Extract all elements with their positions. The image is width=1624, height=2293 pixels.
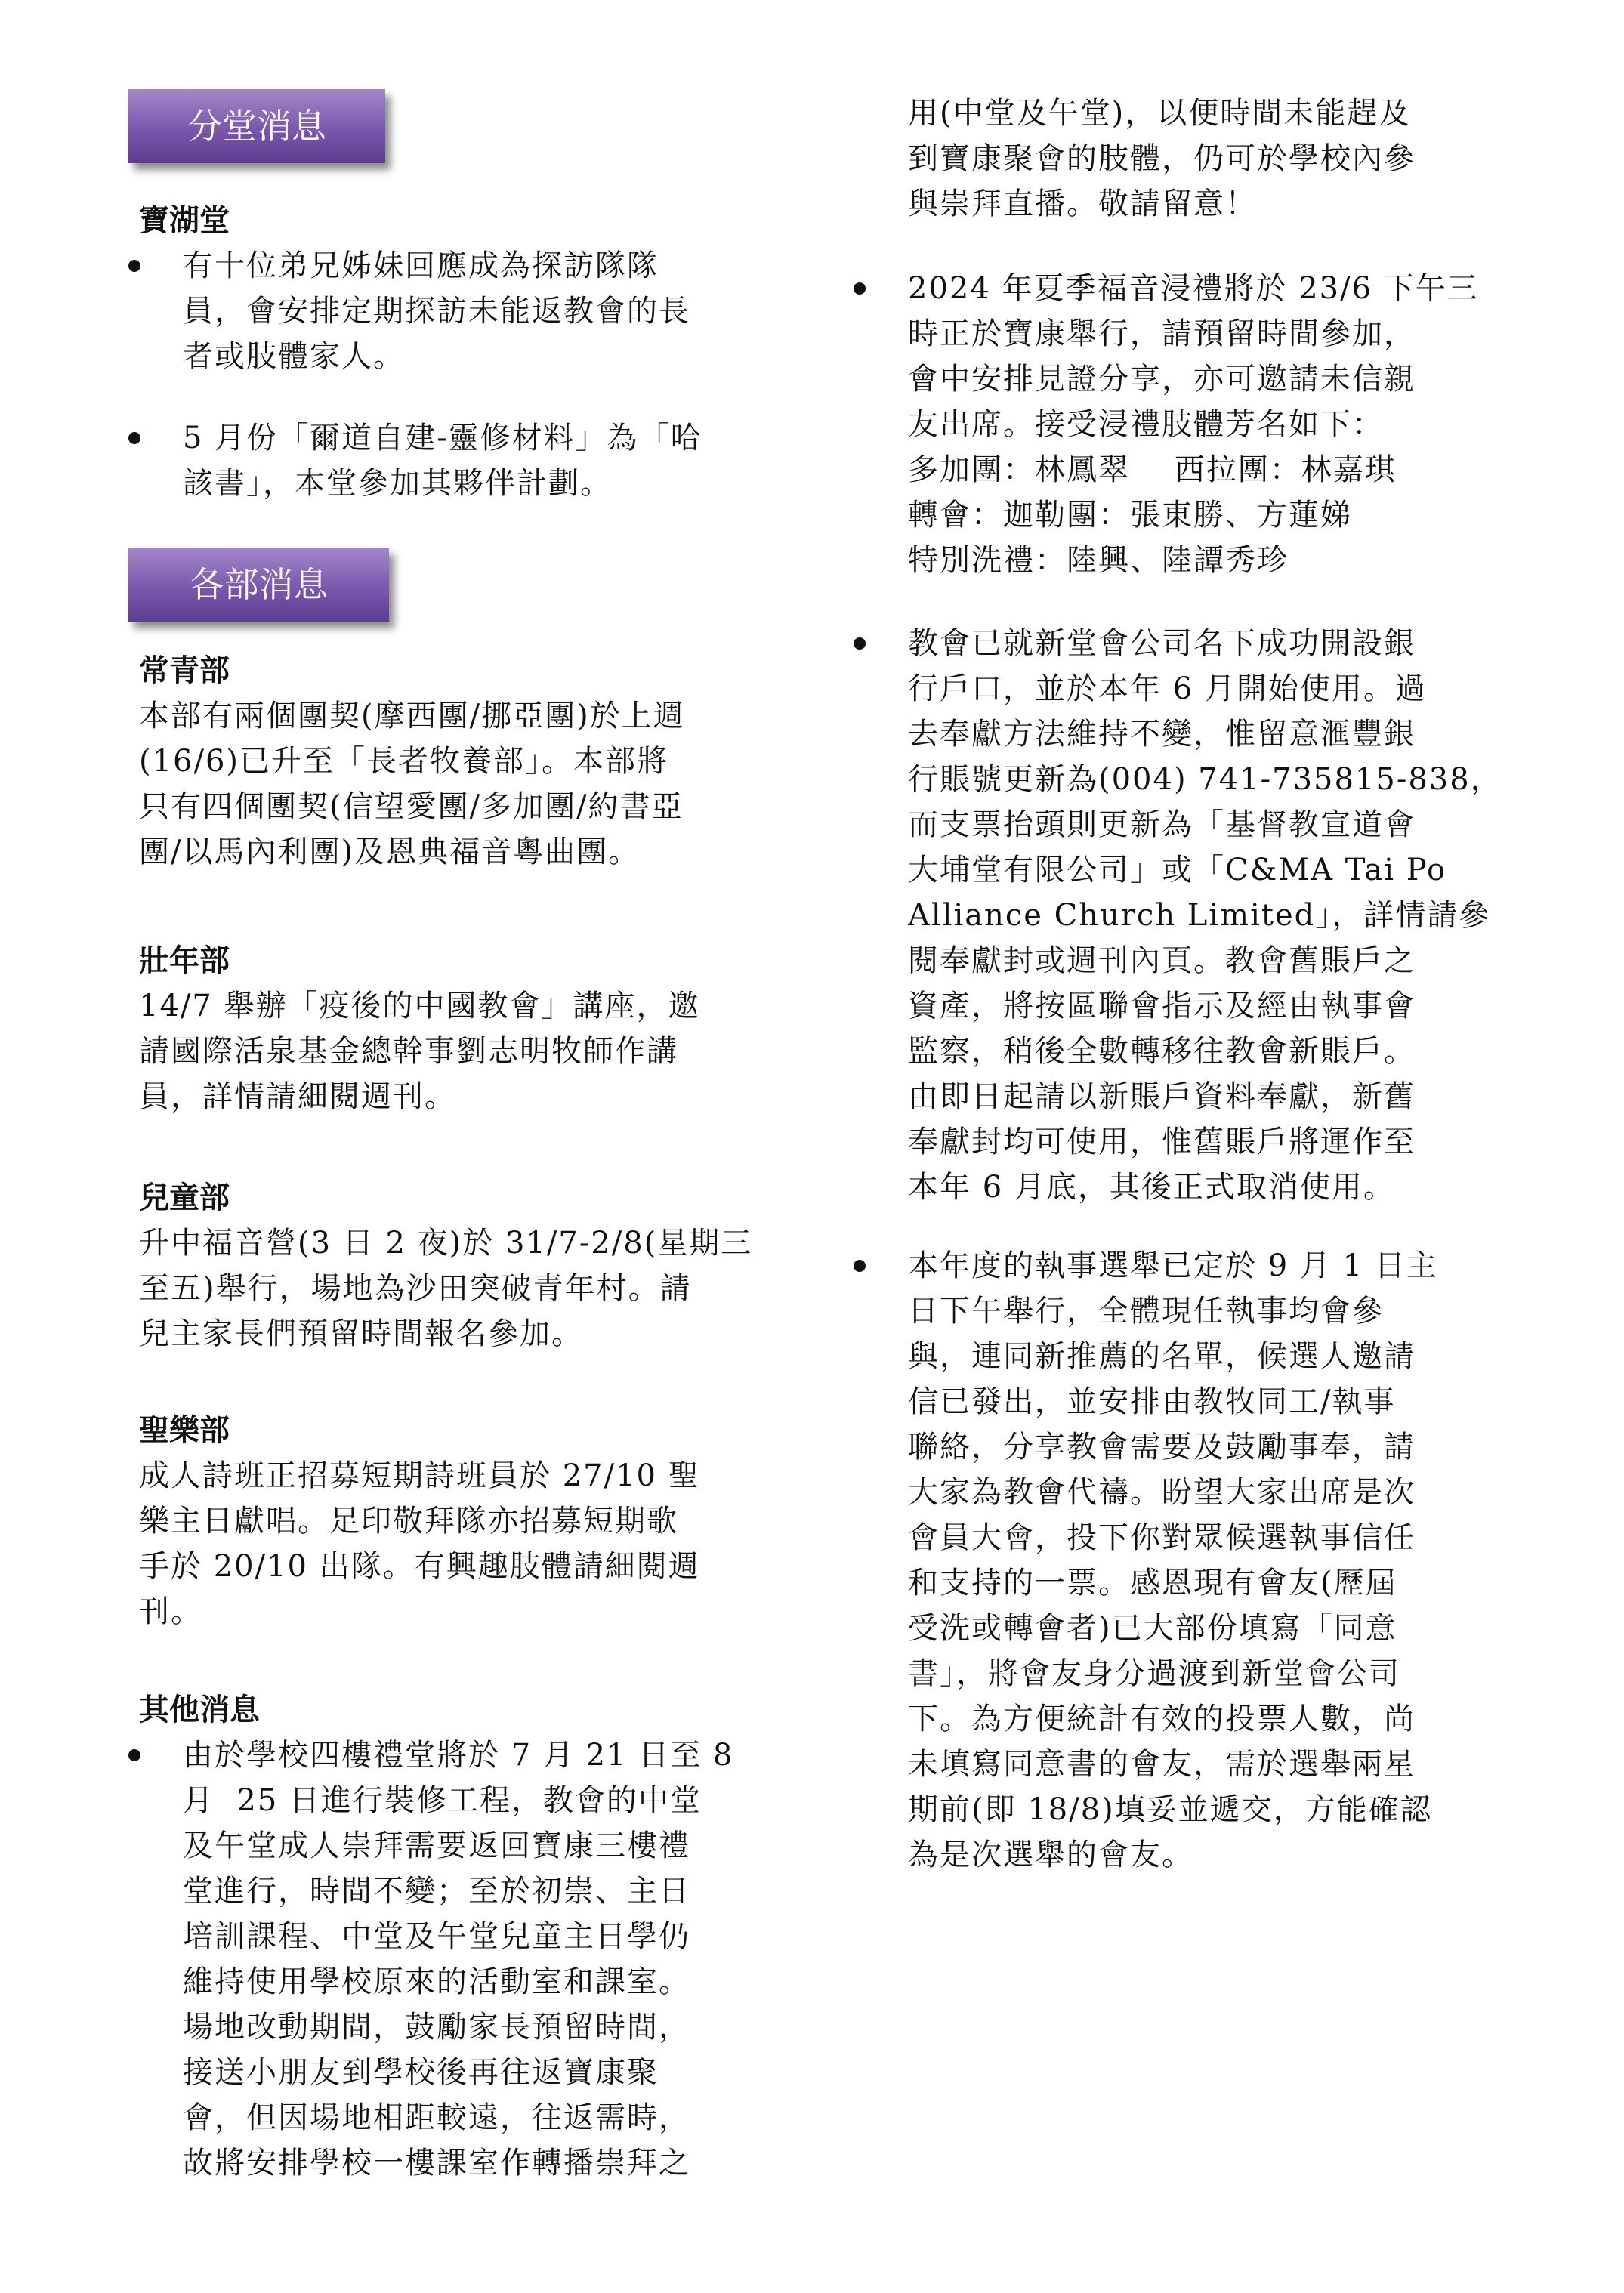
line: 14/7 舉辦「疫後的中國教會」講座，邀: [139, 989, 700, 1023]
line: 去奉獻方法維持不變，惟留意滙豐銀: [908, 717, 1416, 751]
line: Alliance Church Limited」，詳情請參: [908, 898, 1491, 933]
continued-text: [908, 91, 1533, 227]
other-news-heading: 其他消息: [139, 1692, 260, 1727]
bullet-dot: [854, 637, 866, 650]
bullet-text: [908, 1243, 1533, 1878]
line: 下。為方便統計有效的投票人數，尚: [908, 1702, 1416, 1736]
dept-heading-3: 兒童部: [139, 1180, 230, 1215]
bullet-dot: [854, 282, 866, 295]
line: 成人詩班正招募短期詩班員於 27/10 聖: [139, 1458, 700, 1493]
bullet-text: [908, 621, 1533, 1210]
line: 會，但因場地相距較遠，往返需時，: [183, 2100, 690, 2135]
line: 有十位弟兄姊妹回應成為探訪隊隊: [183, 248, 659, 283]
line: 奉獻封均可使用，惟舊賬戶將運作至: [908, 1125, 1416, 1159]
bullet-text: [183, 1733, 807, 2186]
line: 兒主家長們預留時間報名參加。: [139, 1316, 583, 1351]
line: 本部有兩個團契(摩西團/挪亞團)於上週: [139, 699, 685, 733]
line: 大家為教會代禱。盼望大家出席是次: [908, 1475, 1416, 1510]
bullet-text: [183, 243, 807, 379]
dept-news-banner: 各部消息: [128, 548, 389, 622]
branch-news-banner: 分堂消息: [128, 89, 385, 163]
bullet-text: [908, 266, 1533, 583]
branch-heading: 寶湖堂: [139, 202, 230, 238]
line: 本年度的執事選舉已定於 9 月 1 日主: [908, 1248, 1438, 1283]
line: 該書」，本堂參加其夥伴計劃。: [183, 466, 612, 501]
line: (16/6)已升至「長者牧養部」。本部將: [139, 744, 669, 779]
line: 日下午舉行，全體現任執事均會參: [908, 1294, 1384, 1329]
line: 為是次選舉的會友。: [908, 1838, 1193, 1872]
line: 場地改動期間，鼓勵家長預留時間，: [183, 2010, 690, 2045]
line: 升中福音營(3 日 2 夜)於 31/7-2/8(星期三: [139, 1226, 753, 1261]
line: 接送小朋友到學校後再往返寶康聚: [183, 2055, 659, 2090]
line: 期前(即 18/8)填妥並遞交，方能確認: [908, 1792, 1432, 1827]
bullet-dot: [128, 1749, 140, 1761]
line: 請國際活泉基金總幹事劉志明牧師作講: [139, 1034, 678, 1069]
line: 聯絡，分享教會需要及鼓勵事奉，請: [908, 1430, 1416, 1464]
line: 2024 年夏季福音浸禮將於 23/6 下午三: [908, 271, 1479, 306]
line: 時正於寶康舉行，請預留時間參加，: [908, 316, 1416, 351]
dept-heading-2: 壯年部: [139, 943, 230, 978]
line: 資產，將按區聯會指示及經由執事會: [908, 989, 1416, 1023]
line: 員，會安排定期探訪未能返教會的長: [183, 294, 690, 329]
line: 者或肢體家人。: [183, 339, 405, 374]
line: 及午堂成人崇拜需要返回寶康三樓禮: [183, 1829, 690, 1863]
line: 至五)舉行，場地為沙田突破青年村。請: [139, 1271, 692, 1306]
bullet-text: [183, 415, 807, 506]
line: 而支票抬頭則更新為「基督教宣道會: [908, 807, 1416, 842]
line: 未填寫同意書的會友，需於選舉兩星: [908, 1747, 1416, 1782]
line: 維持使用學校原來的活動室和課室。: [183, 1964, 690, 1999]
dept-heading-1: 常青部: [139, 653, 230, 688]
line: 多加團：林鳳翠 西拉團：林嘉琪: [908, 452, 1397, 487]
line: 培訓課程、中堂及午堂兒童主日學仍: [183, 1919, 690, 1954]
line: 特別洗禮：陸興、陸譚秀珍: [908, 543, 1289, 578]
line: 監察，稍後全數轉移往教會新賬戶。: [908, 1034, 1416, 1069]
bullet-dot: [128, 432, 140, 444]
line: 轉會：迦勒團：張東勝、方蓮娣: [908, 498, 1352, 532]
line: 由於學校四樓禮堂將於 7 月 21 日至 8: [183, 1738, 734, 1773]
line: 書」，將會友身分過渡到新堂會公司: [908, 1656, 1400, 1691]
line: 會中安排見證分享，亦可邀請未信親: [908, 362, 1416, 397]
line: 堂進行，時間不變；至於初崇、主日: [183, 1874, 690, 1909]
dept-text-1: [139, 693, 804, 875]
dept-text-4: [139, 1453, 804, 1634]
line: 由即日起請以新賬戶資料奉獻，新舊: [908, 1079, 1416, 1114]
line: 與，連同新推薦的名單，候選人邀請: [908, 1339, 1416, 1374]
line: 刊。: [139, 1594, 202, 1629]
line: 本年 6 月底，其後正式取消使用。: [908, 1170, 1395, 1205]
dept-heading-4: 聖樂部: [139, 1412, 230, 1448]
line: 到寶康聚會的肢體，仍可於學校內參: [908, 141, 1416, 176]
line: 員，詳情請細閱週刊。: [139, 1079, 456, 1114]
line: 行戶口，並於本年 6 月開始使用。過: [908, 671, 1427, 706]
dept-text-3: [139, 1221, 804, 1356]
line: 大埔堂有限公司」或「C&MA Tai Po: [908, 853, 1447, 887]
line: 與崇拜直播。敬請留意！: [908, 187, 1257, 221]
line: 和支持的一票。感恩現有會友(歷屆: [908, 1566, 1397, 1600]
bullet-dot: [854, 1260, 866, 1272]
line: 團/以馬內利團)及恩典福音粵曲團。: [139, 835, 641, 869]
line: 5 月份「爾道自建-靈修材料」為「哈: [183, 421, 702, 455]
line: 樂主日獻唱。足印敬拜隊亦招募短期歌: [139, 1504, 678, 1538]
line: 會員大會，投下你對眾候選執事信任: [908, 1520, 1416, 1555]
line: 月 25 日進行裝修工程，教會的中堂: [183, 1783, 702, 1818]
line: 故將安排學校一樓課室作轉播崇拜之: [183, 2146, 690, 2180]
line: 信已發出，並安排由教牧同工/執事: [908, 1384, 1396, 1419]
line: 教會已就新堂會公司名下成功開設銀: [908, 626, 1416, 661]
line: 手於 20/10 出隊。有興趣肢體請細閱週: [139, 1549, 700, 1584]
line: 只有四個團契(信望愛團/多加團/約書亞: [139, 789, 684, 824]
line: 受洗或轉會者)已大部份填寫「同意: [908, 1611, 1397, 1646]
line: 用(中堂及午堂)，以便時間未能趕及: [908, 96, 1411, 131]
bullet-dot: [128, 260, 140, 272]
line: 閱奉獻封或週刊內頁。教會舊賬戶之: [908, 943, 1416, 978]
line: 行賬號更新為(004) 741-735815-838，: [908, 762, 1502, 797]
line: 友出席。接受浸禮肢體芳名如下：: [908, 407, 1384, 442]
dept-text-2: [139, 983, 804, 1119]
